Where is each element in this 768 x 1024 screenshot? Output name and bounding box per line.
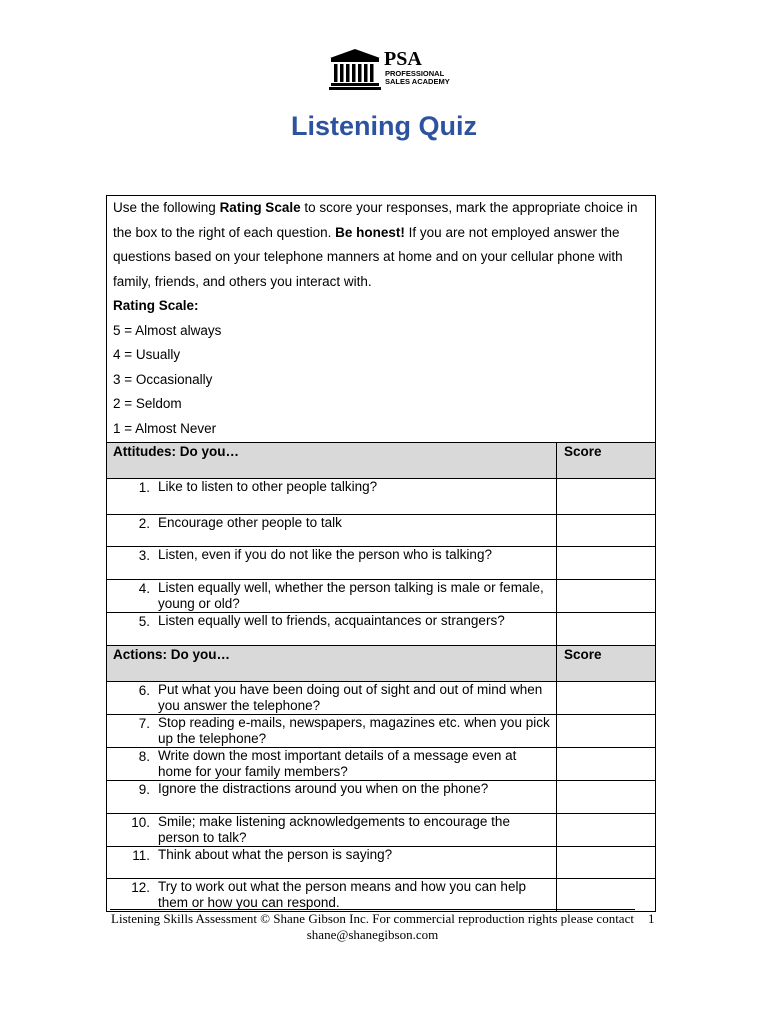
question-text: Write down the most important details of a message even at home for your family members? [158, 748, 517, 779]
score-box[interactable] [557, 748, 656, 781]
question-row [107, 515, 656, 547]
question-row [107, 682, 656, 715]
section-header-actions [107, 646, 656, 682]
question-number: 9. [138, 782, 150, 797]
question-number: 5. [138, 614, 150, 629]
question-number: 1. [138, 480, 150, 495]
score-box[interactable] [557, 715, 656, 748]
score-header: Score [557, 443, 656, 479]
question-cell [107, 479, 557, 515]
question-cell [107, 879, 557, 912]
question-text: Think about what the person is saying? [158, 847, 393, 862]
question-number: 3. [138, 548, 150, 563]
question-text: Put what you have been doing out of sight and out of mind when you answer the telephone? [158, 682, 543, 713]
instructions-text: Use the following [113, 200, 220, 215]
question-cell [107, 814, 557, 847]
instructions-rating-scale: Rating Scale [219, 200, 301, 215]
question-row [107, 847, 656, 879]
score-box[interactable] [557, 879, 656, 912]
rating-scale-item: 1 = Almost Never [113, 420, 217, 436]
question-cell [107, 547, 557, 580]
logo-line2: SALES ACADEMY [385, 77, 450, 86]
rating-scale-item: 3 = Occasionally [113, 371, 213, 387]
question-number: 11. [132, 848, 150, 863]
section-label: Actions: Do you… [107, 646, 557, 682]
question-row [107, 748, 656, 781]
question-number: 2. [138, 516, 150, 531]
score-box[interactable] [557, 580, 656, 613]
intro-row [107, 196, 656, 443]
section-header-attitudes [107, 443, 656, 479]
rating-scale-item: 2 = Seldom [113, 396, 182, 411]
question-text: Encourage other people to talk [158, 515, 342, 530]
question-number: 7. [138, 716, 150, 731]
page-title: Listening Quiz [291, 111, 477, 141]
section-label: Attitudes: Do you… [107, 443, 557, 479]
score-box[interactable] [557, 547, 656, 580]
question-cell [107, 682, 557, 715]
question-cell [107, 715, 557, 748]
question-text: Like to listen to other people talking? [158, 479, 378, 494]
score-box[interactable] [557, 847, 656, 879]
question-text: Smile; make listening acknowledgements to encourage the person to talk? [158, 814, 510, 845]
question-row [107, 879, 656, 912]
footer-text: Listening Skills Assessment © Shane Gibson Inc. For commercial reproduction rights please contact shane@shanegibson.com [111, 911, 634, 942]
score-box[interactable] [557, 613, 656, 646]
rating-scale-item: 4 = Usually [113, 347, 181, 362]
building-icon [329, 49, 381, 90]
footer-divider [110, 909, 635, 910]
score-box[interactable] [557, 781, 656, 814]
score-box[interactable] [557, 479, 656, 515]
question-text: Stop reading e-mails, newspapers, magazines etc. when you pick up the telephone? [158, 715, 550, 746]
question-cell [107, 613, 557, 646]
score-box[interactable] [557, 682, 656, 715]
question-text: Try to work out what the person means and how you can help them or how you can respond. [158, 879, 526, 910]
psa-logo [329, 46, 450, 90]
score-box[interactable] [557, 515, 656, 547]
logo-brand: PSA [384, 48, 422, 70]
instructions-text: If you are not employed answer the questions based on your telephone manners at home and on your cellular phone with family, friends, and others you interact with. [113, 224, 623, 289]
question-row [107, 781, 656, 814]
question-text: Listen, even if you do not like the person who is talking? [158, 547, 492, 562]
question-number: 8. [138, 749, 150, 764]
score-header: Score [557, 646, 656, 682]
instructions-paragraph [113, 196, 649, 294]
quiz-table [106, 195, 656, 912]
question-row [107, 580, 656, 613]
question-cell [107, 515, 557, 547]
question-row [107, 613, 656, 646]
page-number: 1 [648, 911, 655, 926]
question-row [107, 547, 656, 580]
question-row [107, 814, 656, 847]
question-number: 4. [138, 581, 150, 596]
question-cell [107, 781, 557, 814]
question-cell [107, 580, 557, 613]
instructions-cell [107, 196, 656, 443]
question-text: Ignore the distractions around you when on the phone? [158, 781, 489, 796]
question-row [107, 715, 656, 748]
question-text: Listen equally well to friends, acquaintances or strangers? [158, 613, 505, 628]
rating-scale-item: 5 = Almost always [113, 322, 222, 338]
instructions-be-honest: Be honest! [335, 224, 405, 240]
question-text: Listen equally well, whether the person talking is male or female, young or old? [158, 580, 544, 611]
question-cell [107, 847, 557, 879]
score-box[interactable] [557, 814, 656, 847]
question-cell [107, 748, 557, 781]
question-number: 10. [131, 815, 150, 830]
instructions-text: to score your responses, mark the appropriate choice in the box to the right of each question. [113, 200, 638, 240]
question-number: 12. [131, 880, 150, 895]
rating-scale-title: Rating Scale: [113, 298, 199, 313]
question-number: 6. [138, 683, 150, 698]
logo-line1: PROFESSIONAL [385, 69, 445, 78]
question-row [107, 479, 656, 515]
